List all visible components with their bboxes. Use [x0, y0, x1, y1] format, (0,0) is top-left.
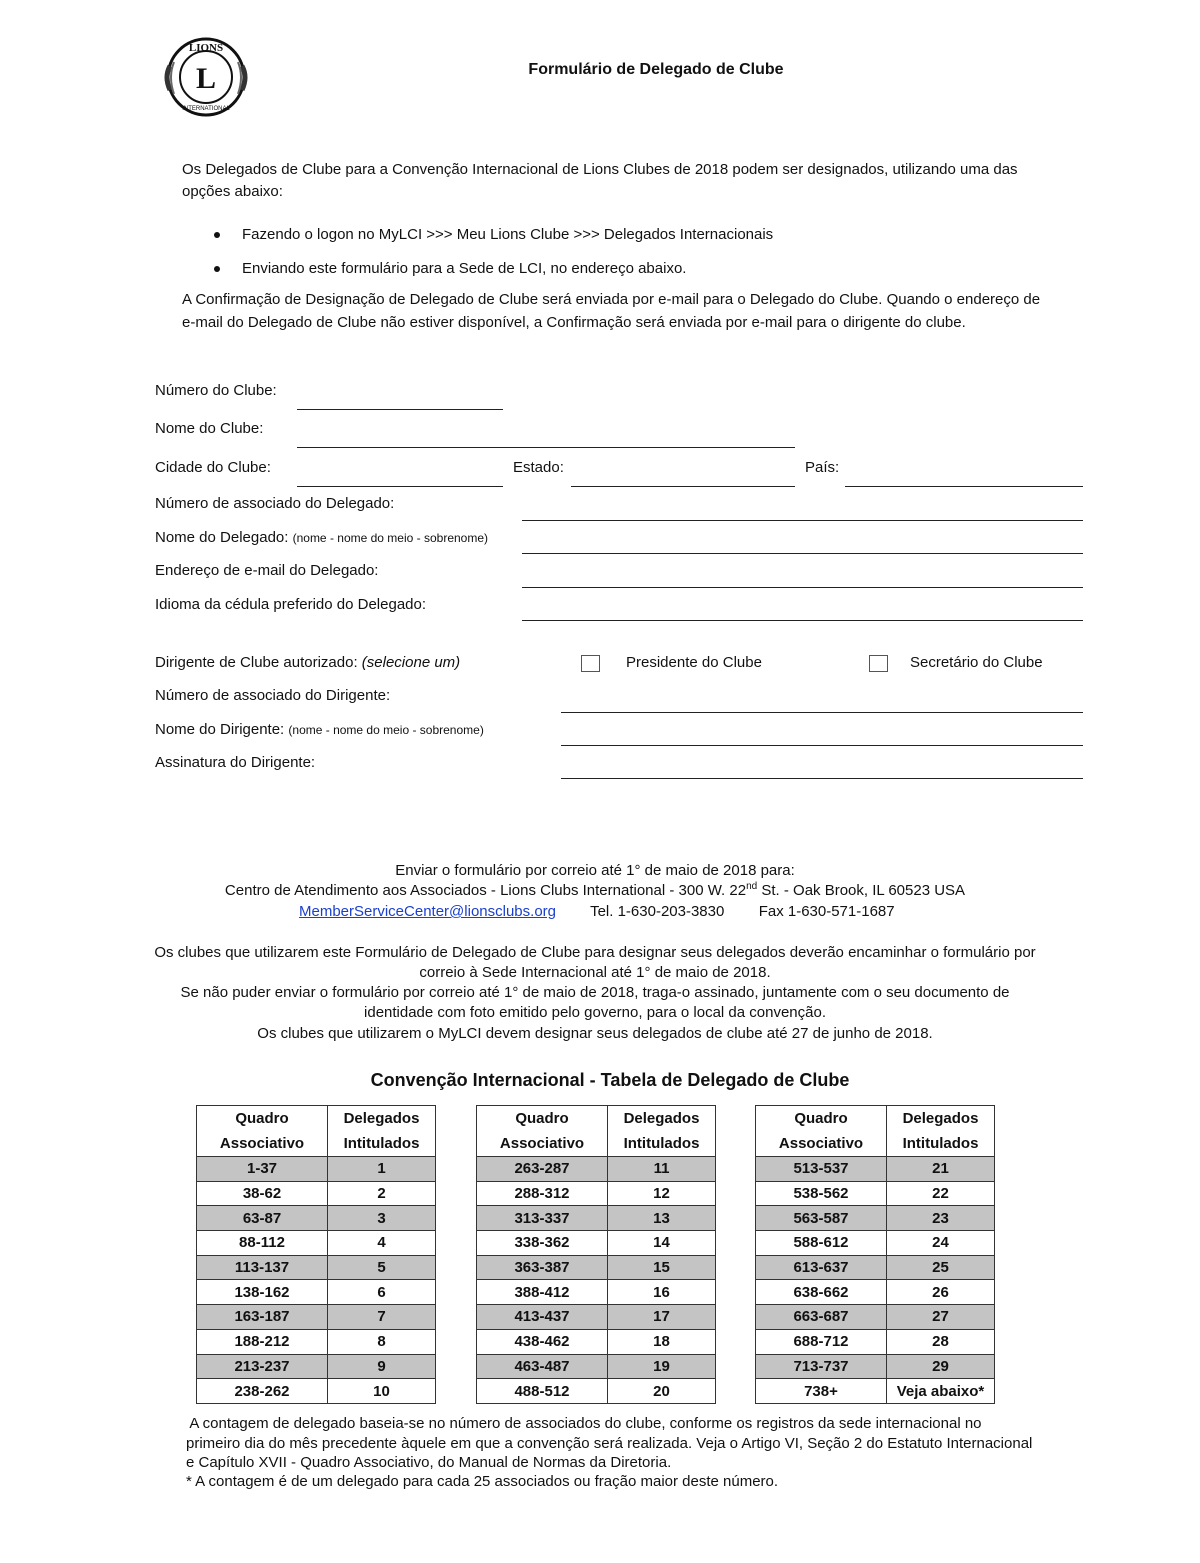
table-row [756, 1354, 995, 1379]
table-row [756, 1379, 995, 1404]
club-name-label: Nome do Clube: [155, 420, 264, 437]
table-row [477, 1354, 716, 1379]
membership-range: 738+ [756, 1379, 887, 1404]
header-delegados-b: Intitulados [623, 1135, 700, 1152]
table-row [756, 1157, 995, 1182]
delegate-member-number-label: Número de associado do Delegado: [155, 495, 395, 512]
tel-text: Tel. 1-630-203-3830 [590, 903, 725, 920]
footnote-line-1: A contagem de delegado baseia-se no número de associados do clube, conforme os registros da sede internacional no [186, 1415, 982, 1432]
delegate-count: 21 [887, 1157, 995, 1182]
delegate-table-3 [755, 1105, 995, 1404]
authorized-officer-text: Dirigente de Clube autorizado: [155, 654, 358, 671]
delegate-count: 3 [328, 1206, 436, 1231]
header-delegados-a: Delegados [623, 1110, 700, 1127]
delegate-member-number-field[interactable] [522, 520, 1083, 521]
delegate-count: 9 [328, 1354, 436, 1379]
membership-range: 113-137 [197, 1255, 328, 1280]
footnote-line-2: primeiro dia do mês precedente àquele em que a convenção será realizada. Veja o Artigo VI, Seção 2 do Estatuto Internacional [186, 1435, 1033, 1452]
delegate-count: 7 [328, 1305, 436, 1330]
membership-range: 188-212 [197, 1329, 328, 1354]
table-row [477, 1280, 716, 1305]
mail-address-b: St. - Oak Brook, IL 60523 USA [757, 882, 966, 899]
membership-range: 338-362 [477, 1231, 608, 1256]
membership-range: 613-637 [756, 1255, 887, 1280]
membership-range: 538-562 [756, 1181, 887, 1206]
table-row [756, 1206, 995, 1231]
delegate-count: 28 [887, 1329, 995, 1354]
delegate-email-label: Endereço de e-mail do Delegado: [155, 562, 379, 579]
table-row [197, 1280, 436, 1305]
header-quadro-a: Quadro [515, 1110, 569, 1127]
delegate-count: 15 [608, 1255, 716, 1280]
membership-range: 513-537 [756, 1157, 887, 1182]
membership-range: 688-712 [756, 1329, 887, 1354]
delegate-count: 2 [328, 1181, 436, 1206]
officer-signature-field[interactable] [561, 778, 1083, 779]
header-quadro [197, 1106, 328, 1157]
membership-range: 438-462 [477, 1329, 608, 1354]
footnote-line-4: * A contagem é de um delegado para cada 25 associados ou fração maior deste número. [186, 1473, 779, 1490]
table-row [477, 1329, 716, 1354]
table-row [477, 1206, 716, 1231]
officer-name-field[interactable] [561, 745, 1083, 746]
table-row [197, 1157, 436, 1182]
table-row [477, 1157, 716, 1182]
president-option-label: Presidente do Clube [626, 654, 762, 671]
officer-member-number-field[interactable] [561, 712, 1083, 713]
club-number-label: Número do Clube: [155, 382, 277, 399]
membership-range: 363-387 [477, 1255, 608, 1280]
option-send-form: Enviando este formulário para a Sede de LCI, no endereço abaixo. [242, 260, 687, 277]
table-header-row [477, 1106, 716, 1157]
mail-address-a: Centro de Atendimento aos Associados - Lions Clubs International - 300 W. 22 [224, 882, 747, 899]
table-row [756, 1181, 995, 1206]
secretary-checkbox[interactable] [869, 655, 888, 672]
ballot-language-label: Idioma da cédula preferido do Delegado: [155, 596, 427, 613]
state-label: Estado: [513, 459, 564, 476]
membership-range: 663-687 [756, 1305, 887, 1330]
membership-range: 88-112 [197, 1231, 328, 1256]
delegate-count: 11 [608, 1157, 716, 1182]
header-delegados-b: Intitulados [902, 1135, 979, 1152]
logo-text-top: LIONS [188, 42, 224, 54]
delegate-email-field[interactable] [522, 587, 1083, 588]
delegate-count: 5 [328, 1255, 436, 1280]
header-quadro-b: Associativo [778, 1135, 864, 1152]
membership-range: 413-437 [477, 1305, 608, 1330]
table-row [477, 1305, 716, 1330]
table-row [197, 1354, 436, 1379]
membership-range: 588-612 [756, 1231, 887, 1256]
membership-range: 163-187 [197, 1305, 328, 1330]
mail-line-1: Enviar o formulário por correio até 1° de maio de 2018 para: [395, 862, 795, 879]
officer-name-hint: (nome - nome do meio - sobrenome) [288, 723, 484, 737]
intro-line-1: Os Delegados de Clube para a Convenção Internacional de Lions Clubes de 2018 podem ser designados, utilizando uma das [182, 161, 1018, 178]
notice-line-4: identidade com foto emitido pelo governo, para o local da convenção. [364, 1004, 826, 1021]
header-quadro-a: Quadro [235, 1110, 289, 1127]
membership-range: 263-287 [477, 1157, 608, 1182]
table-row [477, 1231, 716, 1256]
delegate-count: 12 [608, 1181, 716, 1206]
confirmation-line-2: e-mail do Delegado de Clube não estiver disponível, a Confirmação será enviada por e-mail para o dirigente do clube. [182, 314, 966, 331]
delegate-count: 14 [608, 1231, 716, 1256]
mail-address-sup: nd [746, 881, 758, 892]
header-delegados [328, 1106, 436, 1157]
delegate-count: 22 [887, 1181, 995, 1206]
delegate-table-2 [476, 1105, 716, 1404]
table-header-row [756, 1106, 995, 1157]
delegate-count: 13 [608, 1206, 716, 1231]
delegate-count: 1 [328, 1157, 436, 1182]
country-label: País: [805, 459, 840, 476]
delegate-count: 23 [887, 1206, 995, 1231]
membership-range: 288-312 [477, 1181, 608, 1206]
header-delegados-a: Delegados [343, 1110, 420, 1127]
membership-range: 388-412 [477, 1280, 608, 1305]
header-quadro-a: Quadro [794, 1110, 848, 1127]
officer-member-number-label: Número de associado do Dirigente: [155, 687, 391, 704]
header-delegados [608, 1106, 716, 1157]
membership-range: 1-37 [197, 1157, 328, 1182]
membership-range: 638-662 [756, 1280, 887, 1305]
table-title: Convenção Internacional - Tabela de Delegado de Clube [370, 1070, 850, 1090]
table-row [756, 1280, 995, 1305]
secretary-option-label: Secretário do Clube [910, 654, 1043, 671]
delegate-count: Veja abaixo* [887, 1379, 995, 1404]
country-field[interactable] [845, 486, 1083, 487]
header-delegados-a: Delegados [902, 1110, 979, 1127]
officer-name-text: Nome do Dirigente: [155, 721, 285, 738]
header-quadro [756, 1106, 887, 1157]
membership-range: 138-162 [197, 1280, 328, 1305]
delegate-count: 26 [887, 1280, 995, 1305]
state-field[interactable] [571, 486, 795, 487]
table-row [477, 1255, 716, 1280]
club-city-label: Cidade do Clube: [155, 459, 271, 476]
table-row [756, 1255, 995, 1280]
delegate-name-text: Nome do Delegado: [155, 529, 289, 546]
mail-contacts [299, 901, 895, 923]
page-title: Formulário de Delegado de Clube [528, 61, 784, 78]
fax-text: Fax 1-630-571-1687 [758, 903, 895, 920]
delegate-count: 4 [328, 1231, 436, 1256]
delegate-name-hint: (nome - nome do meio - sobrenome) [292, 531, 489, 545]
table-row [756, 1329, 995, 1354]
header-delegados [887, 1106, 995, 1157]
footnote-line-3: e Capítulo XVII - Quadro Associativo, do Manual de Normas da Diretoria. [186, 1454, 672, 1471]
membership-range: 38-62 [197, 1181, 328, 1206]
table-row [197, 1231, 436, 1256]
membership-range: 488-512 [477, 1379, 608, 1404]
delegate-count: 24 [887, 1231, 995, 1256]
delegate-count: 29 [887, 1354, 995, 1379]
header-quadro-b: Associativo [219, 1135, 305, 1152]
bullet-icon [214, 232, 220, 238]
table-row [197, 1329, 436, 1354]
delegate-count: 20 [608, 1379, 716, 1404]
delegate-count: 10 [328, 1379, 436, 1404]
club-number-field[interactable] [297, 409, 503, 410]
officer-name-label [155, 719, 484, 741]
delegate-name-field[interactable] [522, 553, 1083, 554]
delegate-count: 19 [608, 1354, 716, 1379]
mail-address [0, 880, 1190, 902]
table-row [756, 1231, 995, 1256]
membership-range: 63-87 [197, 1206, 328, 1231]
confirmation-line-1: A Confirmação de Designação de Delegado de Clube será enviada por e-mail para o Delegado do Clube. Quando o endereço de [182, 291, 1041, 308]
delegate-name-label [155, 527, 488, 549]
member-service-email-link[interactable]: MemberServiceCenter@lionsclubs.org [299, 903, 556, 920]
header-delegados-b: Intitulados [343, 1135, 420, 1152]
delegate-count: 8 [328, 1329, 436, 1354]
header-quadro [477, 1106, 608, 1157]
delegate-count: 16 [608, 1280, 716, 1305]
header-quadro-b: Associativo [499, 1135, 585, 1152]
table-header-row [197, 1106, 436, 1157]
delegate-count: 25 [887, 1255, 995, 1280]
logo-letter: L [195, 62, 217, 95]
officer-signature-label: Assinatura do Dirigente: [155, 754, 316, 771]
delegate-count: 27 [887, 1305, 995, 1330]
option-mylci: Fazendo o logon no MyLCI >>> Meu Lions Clube >>> Delegados Internacionais [242, 226, 774, 243]
club-name-field[interactable] [297, 447, 795, 448]
table-row [756, 1305, 995, 1330]
logo-text-bottom: INTERNATIONAL [182, 106, 230, 112]
notice-line-5: Os clubes que utilizarem o MyLCI devem designar seus delegados de clube até 27 de junho de 2018. [257, 1025, 933, 1042]
table-row [197, 1206, 436, 1231]
delegate-count: 6 [328, 1280, 436, 1305]
table-row [477, 1181, 716, 1206]
notice-line-3: Se não puder enviar o formulário por correio até 1° de maio de 2018, traga-o assinado, juntamente com o seu documento de [180, 984, 1010, 1001]
table-row [197, 1305, 436, 1330]
membership-range: 238-262 [197, 1379, 328, 1404]
membership-range: 213-237 [197, 1354, 328, 1379]
authorized-officer-hint: (selecione um) [361, 654, 461, 671]
table-row [477, 1379, 716, 1404]
table-row [197, 1379, 436, 1404]
intro-line-2: opções abaixo: [182, 183, 283, 200]
notice-line-1: Os clubes que utilizarem este Formulário de Delegado de Clube para designar seus delegados deverão encaminhar o formulário por [154, 944, 1036, 961]
authorized-officer-label [155, 652, 460, 674]
delegate-table-1 [196, 1105, 436, 1404]
table-row [197, 1255, 436, 1280]
bullet-icon [214, 266, 220, 272]
membership-range: 313-337 [477, 1206, 608, 1231]
ballot-language-field[interactable] [522, 620, 1083, 621]
notice-line-2: correio à Sede Internacional até 1° de maio de 2018. [419, 964, 771, 981]
delegate-count: 18 [608, 1329, 716, 1354]
president-checkbox[interactable] [581, 655, 600, 672]
club-city-field[interactable] [297, 486, 503, 487]
membership-range: 563-587 [756, 1206, 887, 1231]
membership-range: 463-487 [477, 1354, 608, 1379]
membership-range: 713-737 [756, 1354, 887, 1379]
delegate-count: 17 [608, 1305, 716, 1330]
table-row [197, 1181, 436, 1206]
